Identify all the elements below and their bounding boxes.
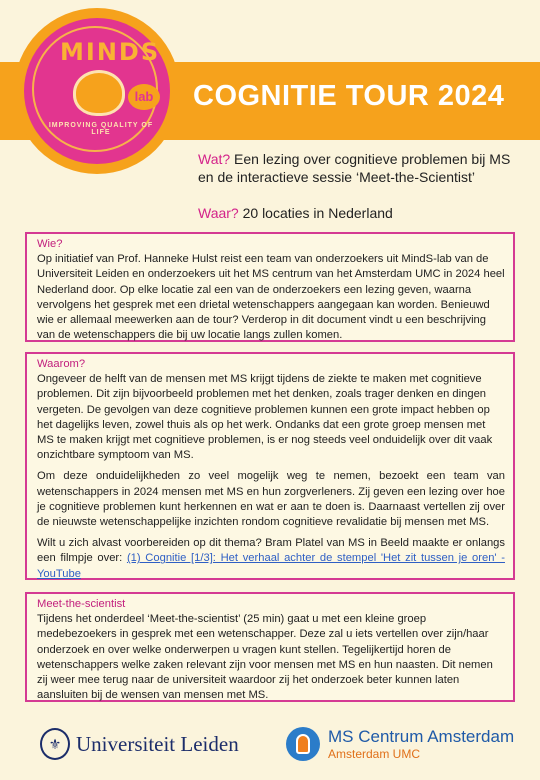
leiden-name: Universiteit Leiden	[76, 731, 239, 756]
brain-icon	[73, 70, 125, 116]
page-title: COGNITIE TOUR 2024	[193, 80, 505, 112]
logo-tagline: IMPROVING QUALITY OF LIFE	[48, 122, 154, 136]
waar-label: Waar?	[198, 205, 239, 221]
meet-text: Tijdens het onderdeel ‘Meet-the-scientist’ (25 min) gaat u met een kleine groep medebezoekers in gesprek met een wetenschapper. Deze zal u iets vertellen over zijn/haar onderzoek en over welke onderwerpen u vragen kunt stellen. Tegelijkertijd horen de wetenschappers welke zaken relevant zijn voor mensen met MS en hun naasten. Dit nemen zij weer mee terug naar de universiteit waardoor zij het onderzoek beter kunnen laten aansluiten bij de wensen van mensen met MS.	[37, 613, 493, 702]
waarom-paragraph-3-text: Wilt u zich alvast voorbereiden op dit thema? Bram Platel van MS in Beeld maakte er onlangs een filmpje over:	[37, 537, 505, 565]
waarom-paragraph-3	[37, 536, 505, 582]
waarom-box	[25, 352, 515, 580]
waarom-heading: Waarom?	[37, 358, 86, 370]
wie-box	[25, 232, 515, 342]
meet-box	[25, 592, 515, 702]
waarom-paragraph-1: Ongeveer de helft van de mensen met MS krijgt tijdens de ziekte te maken met cognitieve problemen. Dit zijn bijvoorbeeld problemen met het denken, zoals trager denken en dingen vergeten. De gevolgen van deze cognitieve problemen kunnen een grote impact hebben op het dagelijks leven, zowel thuis als op het werk. Ondanks dat een grote groep mensen met MS te maken krijgt met cognitieve problemen, is er nog steeds veel onduidelijk over dit vaak onzichtbare symptoom van MS.	[37, 373, 493, 462]
ms-centrum-subtitle: Amsterdam UMC	[328, 746, 421, 761]
ms-centrum-icon	[286, 727, 320, 761]
intro-wat	[198, 150, 528, 186]
wie-text: Op initiatief van Prof. Hanneke Hulst reist een team van onderzoekers uit MindS-lab van de Universiteit Leiden en onderzoekers uit het MS centrum van het Amsterdam UMC in 2024 heel Nederland door. Op elke locatie zal een van de onderzoekers een lezing geven, waarna vervolgens het gesprek met een drietal wetenschappers aangegaan kan worden. Benieuwd wie er allemaal meewerken aan de tour? Verderop in dit document vindt u een beschrijving van de wetenschappers die bij uw locatie langs zullen komen.	[37, 253, 505, 342]
ms-centrum-name: MS Centrum Amsterdam	[328, 726, 515, 746]
youtube-link[interactable]: (1) Cognitie [1/3]: Het verhaal achter de stempel 'Het zit tussen je oren' - YouTube	[37, 552, 505, 580]
ms-centrum-logo	[286, 722, 514, 766]
waarom-paragraph-2: Om deze onduidelijkheden zo veel mogelijk weg te nemen, bezoekt een team van wetenschappers in 2024 mensen met MS en hun zorgverleners. Zij geven een lezing over hoe je cognitieve problemen kunt herkennen en wat er aan te doen is. Daarnaast vertellen zij over de nieuwste wetenschappelijke inzichten rondom cognitieve revalidatie bij mensen met MS.	[37, 470, 505, 529]
intro-section	[198, 150, 528, 222]
intro-waar	[198, 204, 528, 222]
leiden-logo	[40, 726, 239, 762]
waar-text: 20 locaties in Nederland	[238, 205, 393, 221]
leiden-seal-icon: ⚜	[40, 728, 70, 760]
wie-heading: Wie?	[37, 238, 63, 250]
logo-lab-badge: lab	[128, 84, 160, 110]
wat-text: Een lezing over cognitieve problemen bij MS en de interactieve sessie ‘Meet-the-Scientist’	[198, 151, 511, 185]
wat-label: Wat?	[198, 151, 231, 167]
logo-wordmark: MINDS	[60, 38, 161, 66]
meet-heading: Meet-the-scientist	[37, 598, 126, 610]
